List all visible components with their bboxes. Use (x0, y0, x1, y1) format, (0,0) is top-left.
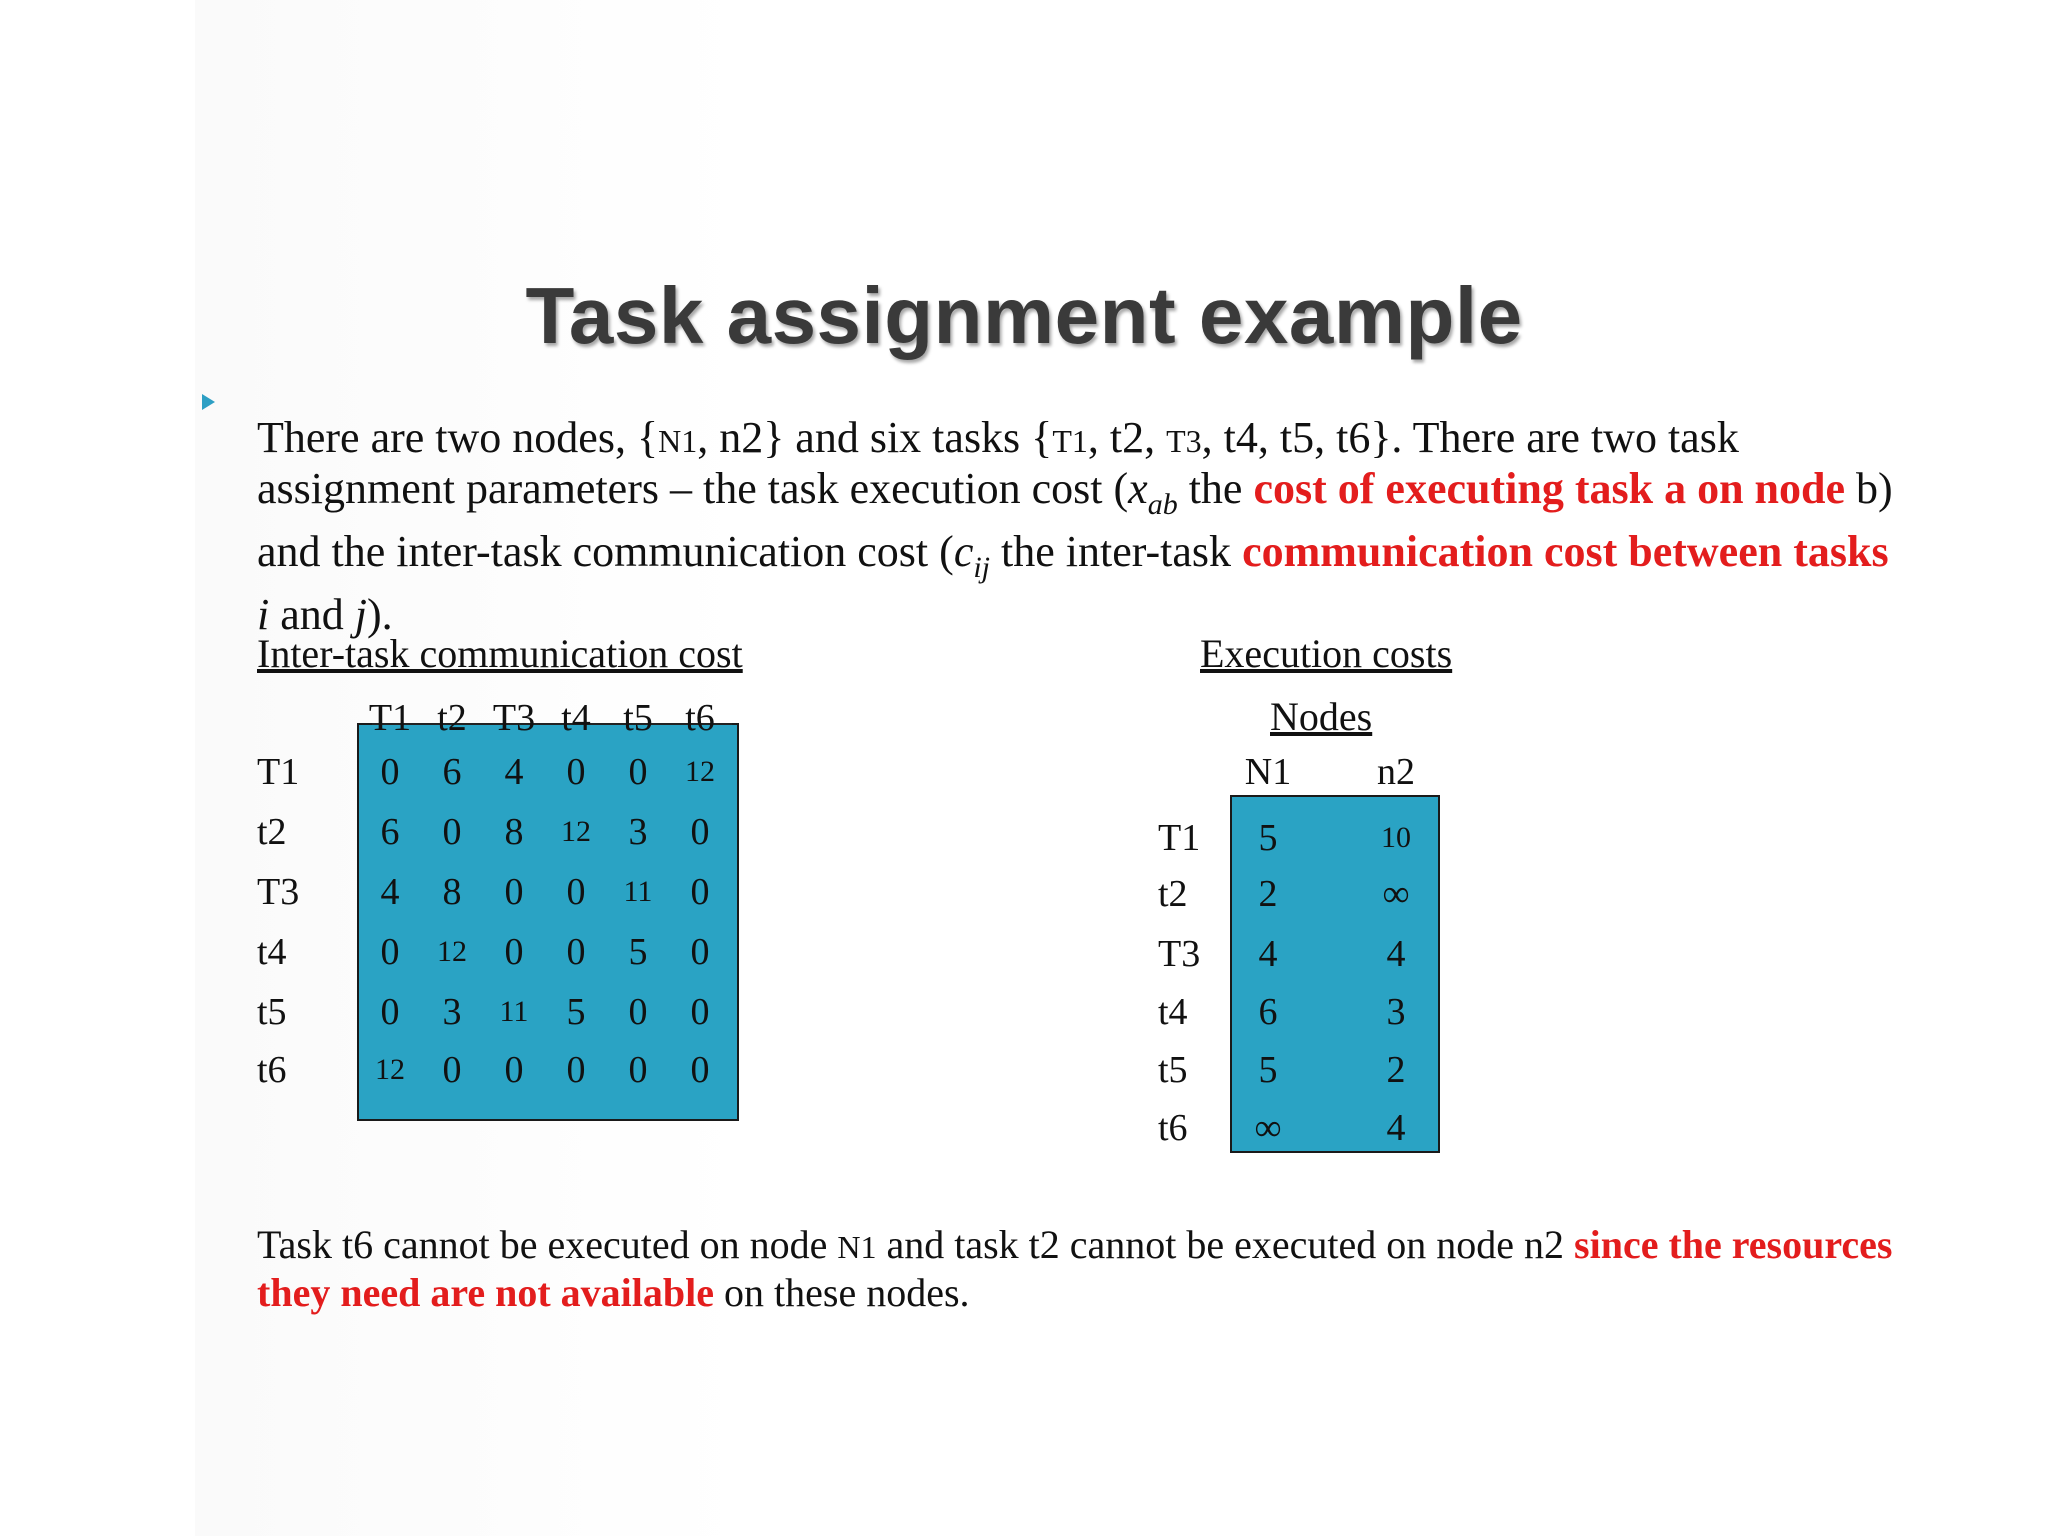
matrix-cell: 10 (1381, 821, 1411, 854)
text-run: , t2, (1087, 413, 1167, 462)
matrix-cell: 0 (504, 931, 524, 973)
row-label: t6 (1158, 1107, 1188, 1149)
column-label: N1 (1244, 751, 1292, 793)
footer-note (257, 1222, 1897, 1316)
matrix-cell: 0 (628, 991, 648, 1033)
text-run: the inter-task (990, 527, 1243, 576)
math-variable: j (354, 590, 367, 639)
matrix-cell: 0 (566, 751, 586, 793)
matrix-cell: 4 (1386, 1107, 1406, 1149)
matrix-cell: 0 (690, 811, 710, 853)
text-run: N1 (658, 423, 698, 459)
column-label: t6 (685, 697, 715, 739)
row-label: t4 (257, 931, 287, 973)
matrix-cell: 0 (628, 1049, 648, 1091)
emphasis-text: communication cost between tasks (1242, 527, 1889, 576)
matrix-cell: 0 (380, 931, 400, 973)
text-run: N1 (837, 1229, 877, 1265)
text-run: and (269, 590, 355, 639)
matrix-cell: 3 (442, 991, 462, 1033)
text-run: on these nodes. (714, 1270, 970, 1315)
text-run: , n2} and six tasks { (697, 413, 1053, 462)
matrix-cell: 0 (380, 751, 400, 793)
matrix-cell: 11 (499, 995, 529, 1028)
column-label: t4 (561, 697, 591, 739)
text-run: b) and the inter-task communication cost ( (257, 464, 1893, 576)
matrix-cell: ∞ (1382, 873, 1410, 915)
matrix-cell: 2 (1386, 1049, 1406, 1091)
matrix-cell: 0 (442, 1049, 462, 1091)
matrix-cell: 4 (504, 751, 524, 793)
text-run: T1 (1052, 423, 1088, 459)
matrix-cell: 3 (628, 811, 648, 853)
matrix-cell: 4 (1386, 933, 1406, 975)
matrix-cell: 11 (623, 875, 653, 908)
matrix-cell: 0 (690, 991, 710, 1033)
slide-title: Task assignment example (525, 271, 1523, 360)
exec-cost-heading: Execution costs (1200, 631, 1453, 676)
nodes-heading: Nodes (1270, 694, 1373, 739)
matrix-cell: 12 (375, 1053, 405, 1086)
row-label: t2 (257, 811, 287, 853)
row-label: t4 (1158, 991, 1188, 1033)
row-label: t5 (1158, 1049, 1188, 1091)
text-run: and task t2 cannot be executed on node n2 (876, 1222, 1575, 1267)
bullet-arrow-icon (202, 394, 215, 410)
text-run: the (1177, 464, 1254, 513)
matrix-cell: 6 (1258, 991, 1278, 1033)
matrix-cell: 12 (437, 935, 467, 968)
matrix-cell: 12 (561, 815, 591, 848)
row-label: t6 (257, 1049, 287, 1091)
matrix-cell: 4 (380, 871, 400, 913)
matrix-cell: 0 (690, 931, 710, 973)
matrix-cell: 5 (1258, 1049, 1278, 1091)
emphasis-text: since the resources they need are not available (257, 1222, 1893, 1315)
matrix-cell: 5 (1258, 817, 1278, 859)
matrix-cell: 3 (1386, 991, 1406, 1033)
math-subscript: ij (973, 551, 991, 584)
matrix-cell: 6 (380, 811, 400, 853)
matrix-cell: 5 (566, 991, 586, 1033)
matrix-cell: 8 (442, 871, 462, 913)
text-run: ). (367, 590, 393, 639)
math-subscript: ab (1147, 488, 1178, 521)
row-label: T1 (257, 751, 300, 793)
matrix-cell: ∞ (1254, 1107, 1282, 1149)
matrix-cell: 4 (1258, 933, 1278, 975)
text-run: , t4, t5, t6}. There are two task assignment parameters – the task execution cost ( (257, 413, 1739, 513)
matrix-cell: 0 (504, 1049, 524, 1091)
matrix-cell: 2 (1258, 873, 1278, 915)
matrix-cell: 0 (690, 1049, 710, 1091)
row-label: T3 (257, 871, 300, 913)
row-label: T1 (1158, 817, 1201, 859)
math-variable: x (1128, 464, 1148, 513)
row-label: t2 (1158, 873, 1188, 915)
text-run: T3 (1166, 423, 1202, 459)
row-label: t5 (257, 991, 287, 1033)
matrix-cell: 0 (566, 871, 586, 913)
column-label: n2 (1377, 751, 1415, 793)
text-run: Task t6 cannot be executed on node (257, 1222, 838, 1267)
matrix-cell: 5 (628, 931, 648, 973)
row-label: T3 (1158, 933, 1201, 975)
column-label: T1 (368, 697, 412, 739)
math-variable: i (257, 590, 270, 639)
matrix-cell: 0 (566, 1049, 586, 1091)
matrix-cell: 0 (628, 751, 648, 793)
matrix-cell: 0 (442, 811, 462, 853)
column-label: t2 (437, 697, 467, 739)
matrix-cell: 8 (504, 811, 524, 853)
column-label: T3 (492, 697, 536, 739)
column-label: t5 (623, 697, 653, 739)
emphasis-text: cost of executing task a on node (1253, 464, 1846, 513)
comm-cost-heading: Inter-task communication cost (257, 631, 743, 676)
text-run: There are two nodes, { (257, 413, 659, 462)
matrix-cell: 12 (685, 755, 715, 788)
intro-paragraph (257, 414, 1897, 638)
matrix-cell: 0 (380, 991, 400, 1033)
matrix-cell: 6 (442, 751, 462, 793)
math-variable: c (953, 527, 974, 576)
matrix-cell: 0 (504, 871, 524, 913)
matrix-cell: 0 (690, 871, 710, 913)
matrix-cell: 0 (566, 931, 586, 973)
